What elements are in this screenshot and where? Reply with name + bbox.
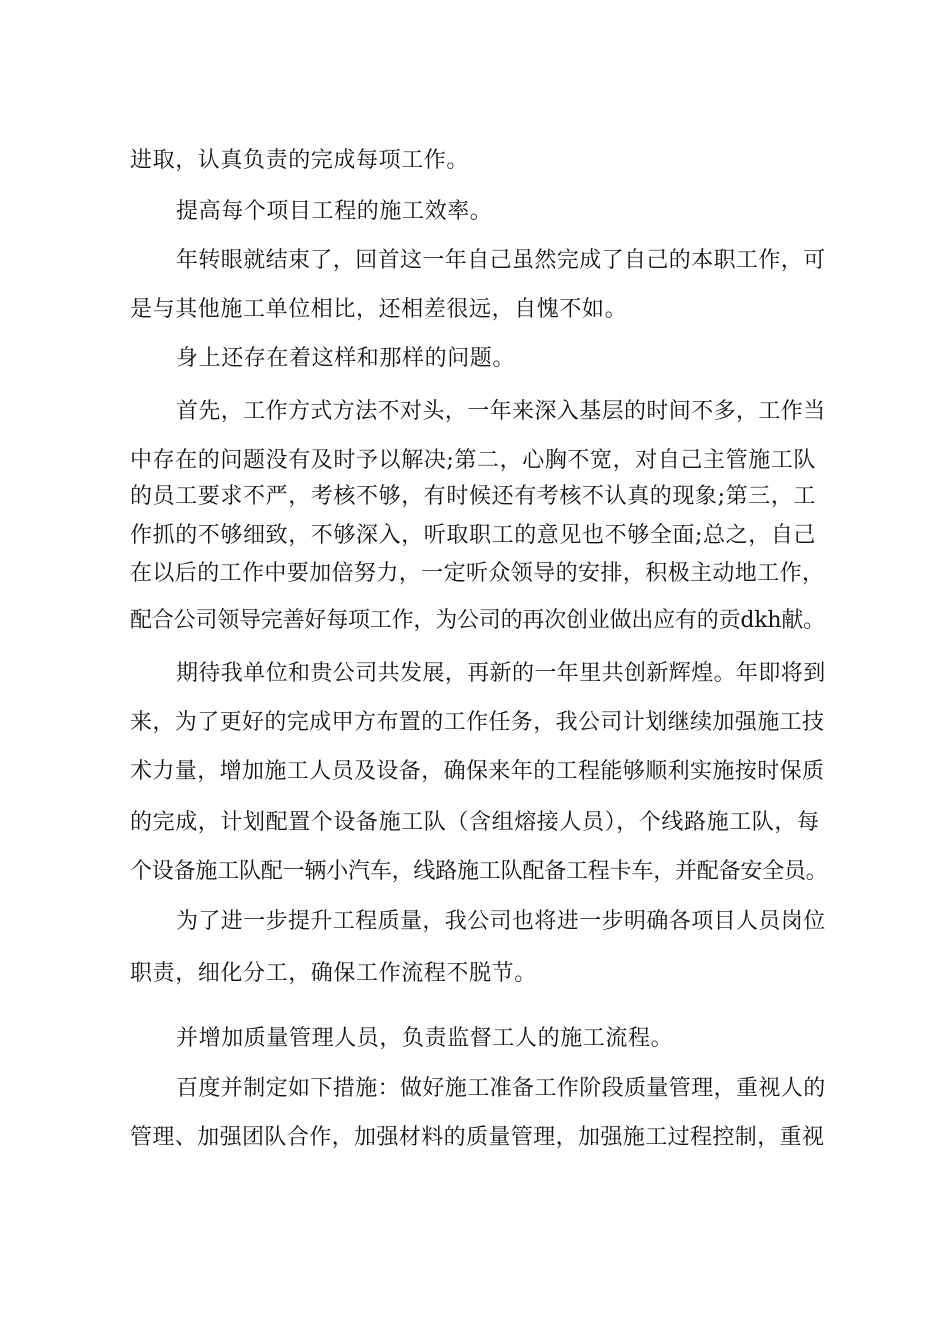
text-line: 中存在的问题没有及时予以解决;第二，心胸不宽，对自己主管施工队 bbox=[130, 448, 817, 473]
text-line: 术力量，增加施工人员及设备，确保来年的工程能够顺利实施按时保质 bbox=[130, 759, 825, 784]
text-line: 管理、加强团队合作，加强材料的质量管理，加强施工过程控制，重视 bbox=[130, 1125, 825, 1150]
text-line: 是与其他施工单位相比，还相差很远，自愧不如。 bbox=[130, 297, 628, 322]
text-line: 进取，认真负责的完成每项工作。 bbox=[130, 148, 470, 173]
text-line: 百度并制定如下措施：做好施工准备工作阶段质量管理，重视人的 bbox=[176, 1076, 826, 1101]
text-line: 的完成，计划配置个设备施工队（含组熔接人员），个线路施工队，每 bbox=[130, 810, 820, 835]
text-line: 并增加质量管理人员，负责监督工人的施工流程。 bbox=[176, 1026, 674, 1051]
text-line: 为了进一步提升工程质量，我公司也将进一步明确各项目人员岗位 bbox=[176, 909, 826, 934]
text-line: 提高每个项目工程的施工效率。 bbox=[176, 199, 493, 224]
text-line: 首先，工作方式方法不对头，一年来深入基层的时间不多，工作当 bbox=[176, 399, 826, 424]
text-line: 的员工要求不严，考核不够，有时候还有考核不认真的现象;第三，工 bbox=[130, 484, 817, 509]
text-line: 身上还存在着这样和那样的问题。 bbox=[176, 346, 516, 371]
text-line: 年转眼就结束了，回首这一年自己虽然完成了自己的本职工作，可 bbox=[176, 248, 826, 273]
text-line: 期待我单位和贵公司共发展，再新的一年里共创新辉煌。年即将到 bbox=[176, 661, 826, 686]
text-line: 职责，细化分工，确保工作流程不脱节。 bbox=[130, 961, 537, 986]
text-line: 在以后的工作中要加倍努力，一定听众领导的安排，积极主动地工作， bbox=[130, 561, 825, 586]
text-line: 个设备施工队配一辆小汽车，线路施工队配备工程卡车，并配备安全员。 bbox=[130, 859, 828, 884]
text-line: 作抓的不够细致，不够深入，听取职工的意见也不够全面;总之，自己 bbox=[130, 523, 817, 548]
text-line: 来，为了更好的完成甲方布置的工作任务，我公司计划继续加强施工技 bbox=[130, 710, 825, 735]
text-line: 配合公司领导完善好每项工作，为公司的再次创业做出应有的贡dkh献。 bbox=[130, 608, 825, 633]
